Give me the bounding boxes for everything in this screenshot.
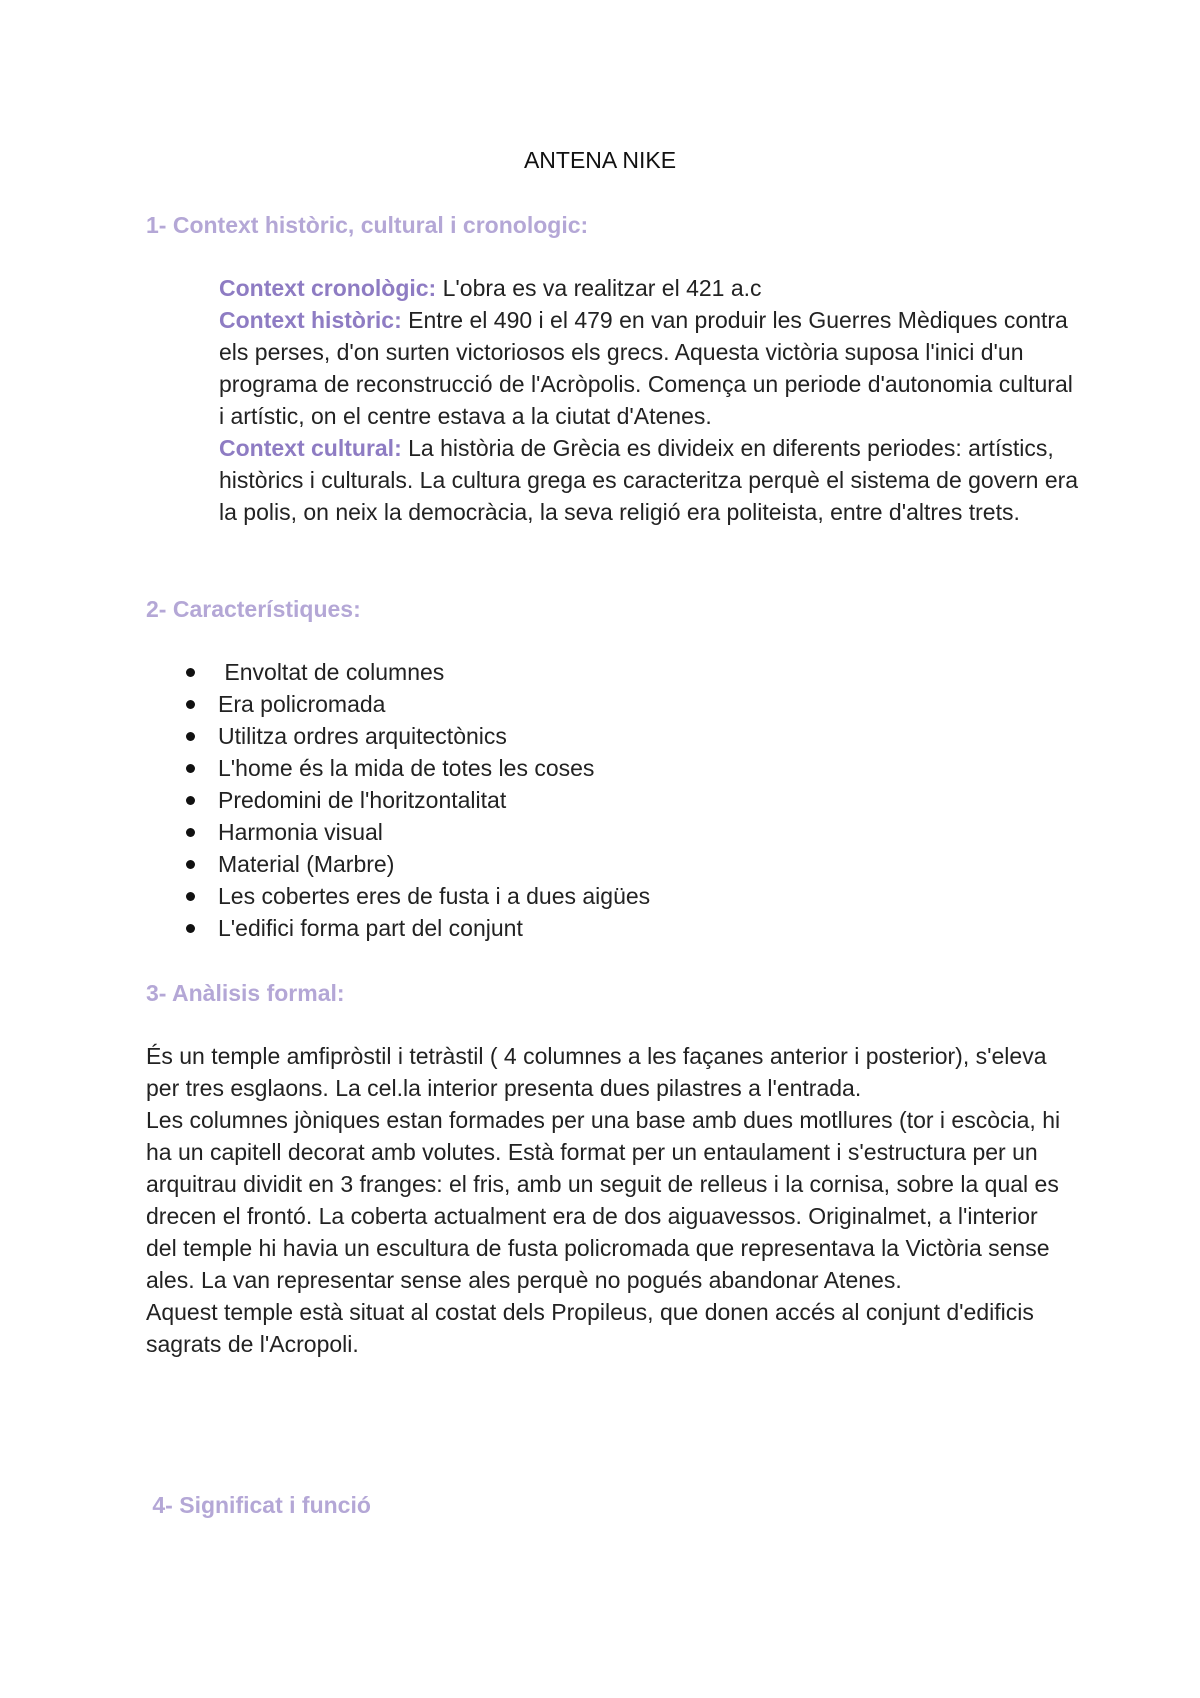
context-chronological [219,272,1079,304]
characteristics-list [182,656,650,944]
list-item-text: Predomini de l'horitzontalitat [218,787,507,813]
list-item-text: Harmonia visual [218,819,383,845]
list-item [182,720,650,752]
bullet-icon [186,860,195,869]
bullet-icon [186,828,195,837]
list-item-text: Envoltat de columnes [218,659,445,685]
list-item-text: Era policromada [218,691,386,717]
bullet-icon [186,796,195,805]
list-item [182,688,650,720]
context-historical-text: Entre el 490 i el 479 en van produir les Guerres Mèdiques contra els perses, d'on surten victoriosos els grecs. Aquesta victòria suposa l'inici d'un programa de reconstrucció de l'Acròpolis. Comença un periode d'autonomia cultural i artístic, on el centre estava a la ciutat d'Atenes. [219,307,1073,429]
section-heading-characteristics: 2- Característiques: [146,596,361,622]
bullet-icon [186,700,195,709]
context-cultural-text: La història de Grècia es divideix en diferents periodes: artístics, històrics i culturals. La cultura grega es caracteritza perquè el sistema de govern era la polis, on neix la democràcia, la seva religió era politeista, entre d'altres trets. [219,435,1079,525]
analysis-paragraph: És un temple amfipròstil i tetràstil ( 4 columnes a les façanes anterior i posterior), s'eleva per tres esglaons. La cel.la interior presenta dues pilastres a l'entrada. [146,1043,1047,1101]
formal-analysis-block [146,1040,1066,1360]
context-cultural-label: Context cultural: [219,435,402,461]
bullet-icon [186,764,195,773]
analysis-paragraph: Les columnes jòniques estan formades per una base amb dues motllures (tor i escòcia, hi ha un capitell decorat amb volutes. Està format per un entaulament i s'estructura per un arquitrau dividit en 3 franges: el fris, amb un seguit de relleus i la cornisa, sobre la qual es drecen el frontó. La coberta actualment era de dos aiguavessos. Originalmet, a l'interior del temple hi havia un escultura de fusta policromada que representava la Victòria sense ales. La van representar sense ales perquè no pogués abandonar Atenes. [146,1107,1061,1293]
list-item-text: L'edifici forma part del conjunt [218,915,523,941]
list-item-text: Les cobertes eres de fusta i a dues aigües [218,883,651,909]
list-item-text: Utilitza ordres arquitectònics [218,723,507,749]
document-title: ANTENA NIKE [523,147,677,173]
list-item [182,784,650,816]
context-cultural [219,432,1079,528]
section-heading-context: 1- Context històric, cultural i cronologic: [146,212,589,238]
list-item-text: Material (Marbre) [218,851,395,877]
context-historical [219,304,1079,432]
bullet-icon [186,732,195,741]
section-heading-meaning: 4- Significat i funció [146,1492,371,1518]
list-item [182,848,650,880]
list-item [182,880,650,912]
section-heading-formal-analysis: 3- Anàlisis formal: [146,980,345,1006]
list-item-text: L'home és la mida de totes les coses [218,755,595,781]
bullet-icon [186,924,195,933]
list-item [182,656,650,688]
context-block [219,272,1079,528]
context-chronological-label: Context cronològic: [219,275,437,301]
context-historical-label: Context històric: [219,307,402,333]
list-item [182,752,650,784]
context-chronological-text: L'obra es va realitzar el 421 a.c [436,275,762,301]
bullet-icon [186,668,195,677]
list-item [182,912,650,944]
bullet-icon [186,892,195,901]
analysis-paragraph: Aquest temple està situat al costat dels Propileus, que donen accés al conjunt d'edificis sagrats de l'Acropoli. [146,1299,1034,1357]
list-item [182,816,650,848]
